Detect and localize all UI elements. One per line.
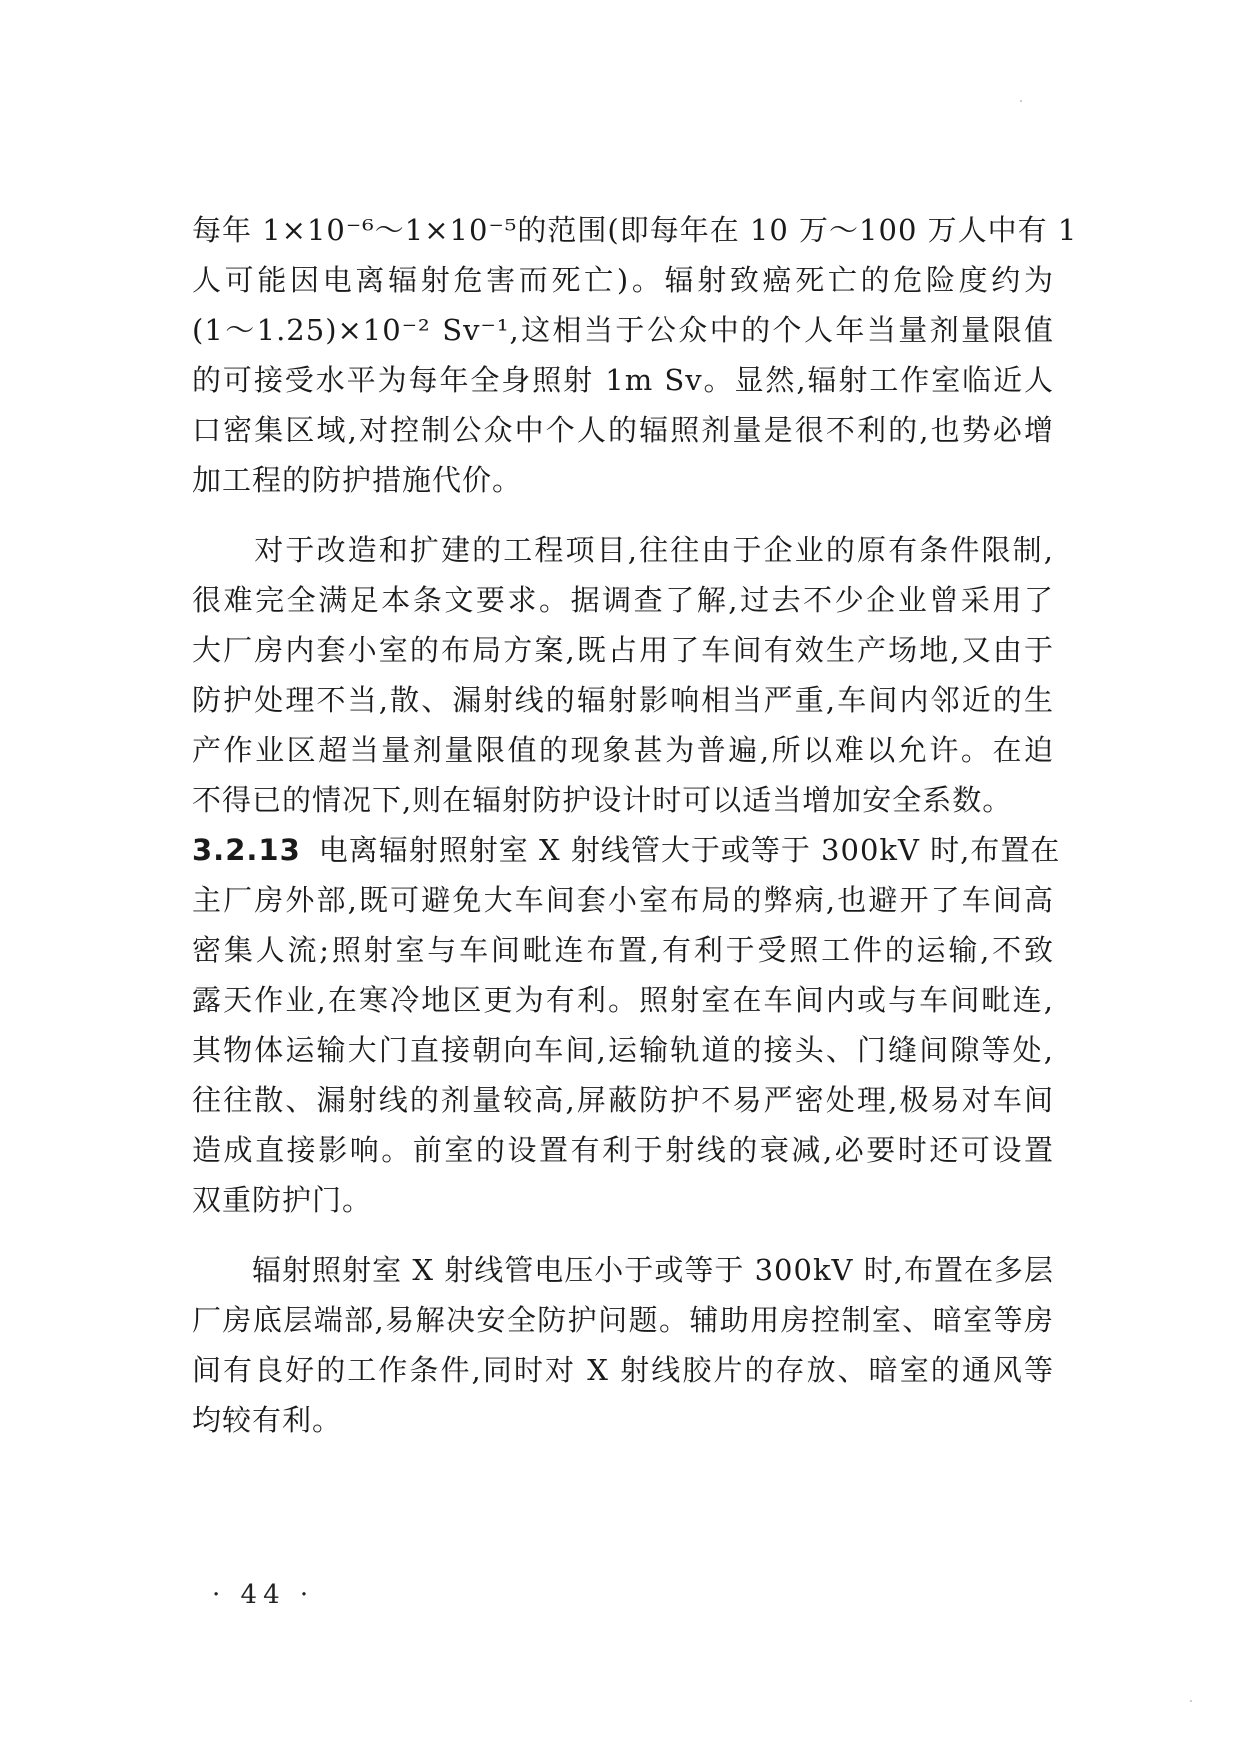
paragraph xyxy=(192,525,1054,825)
text-line: 大厂房内套小室的布局方案,既占用了车间有效生产场地,又由于 xyxy=(192,633,1054,667)
paragraph xyxy=(192,1245,1054,1445)
text-line: 很难完全满足本条文要求。据调查了解,过去不少企业曾采用了 xyxy=(192,583,1054,617)
text-line: 辐射照射室 X 射线管电压小于或等于 300kV 时,布置在多层 xyxy=(192,1253,1054,1287)
section-number: 3.2.13 xyxy=(192,833,301,867)
scan-speck xyxy=(1020,100,1022,102)
text-line: 防护处理不当,散、漏射线的辐射影响相当严重,车间内邻近的生 xyxy=(192,683,1054,717)
text-line: 不得已的情况下,则在辐射防护设计时可以适当增加安全系数。 xyxy=(192,783,1013,817)
text-line: 双重防护门。 xyxy=(192,1183,373,1217)
body-text xyxy=(192,205,1078,1445)
text-line: 对于改造和扩建的工程项目,往往由于企业的原有条件限制, xyxy=(192,533,1054,567)
paragraph-section-3-2-13 xyxy=(192,825,1061,1225)
text-line: 露天作业,在寒冷地区更为有利。照射室在车间内或与车间毗连, xyxy=(192,983,1054,1017)
section-first-line: 电离辐射照射室 X 射线管大于或等于 300kV 时,布置在 xyxy=(318,833,1061,867)
text-line: 口密集区域,对控制公众中个人的辐照剂量是很不利的,也势必增 xyxy=(192,413,1054,447)
text-line: 的可接受水平为每年全身照射 1m Sv。显然,辐射工作室临近人 xyxy=(192,363,1054,397)
text-line: 往往散、漏射线的剂量较高,屏蔽防护不易严密处理,极易对车间 xyxy=(192,1083,1054,1117)
page-number: · 44 · xyxy=(212,1580,315,1610)
text-line: 密集人流;照射室与车间毗连布置,有利于受照工件的运输,不致 xyxy=(192,933,1054,967)
text-line: 产作业区超当量剂量限值的现象甚为普遍,所以难以允许。在迫 xyxy=(192,733,1054,767)
text-line: 人可能因电离辐射危害而死亡)。辐射致癌死亡的危险度约为 xyxy=(192,263,1054,297)
scan-speck xyxy=(1190,1700,1192,1702)
text-line: 厂房底层端部,易解决安全防护问题。辅助用房控制室、暗室等房 xyxy=(192,1303,1054,1337)
text-line: 主厂房外部,既可避免大车间套小室布局的弊病,也避开了车间高 xyxy=(192,883,1054,917)
text-line: 每年 1×10⁻⁶～1×10⁻⁵的范围(即每年在 10 万～100 万人中有 1 xyxy=(192,213,1078,247)
paragraph xyxy=(192,205,1078,505)
text-line: 间有良好的工作条件,同时对 X 射线胶片的存放、暗室的通风等 xyxy=(192,1353,1054,1387)
text-line xyxy=(192,825,1061,875)
text-line: (1～1.25)×10⁻² Sv⁻¹,这相当于公众中的个人年当量剂量限值 xyxy=(192,313,1054,347)
text-line: 均较有利。 xyxy=(192,1403,343,1437)
text-line: 其物体运输大门直接朝向车间,运输轨道的接头、门缝间隙等处, xyxy=(192,1033,1054,1067)
text-line: 加工程的防护措施代价。 xyxy=(192,463,523,497)
text-line: 造成直接影响。前室的设置有利于射线的衰减,必要时还可设置 xyxy=(192,1133,1054,1167)
